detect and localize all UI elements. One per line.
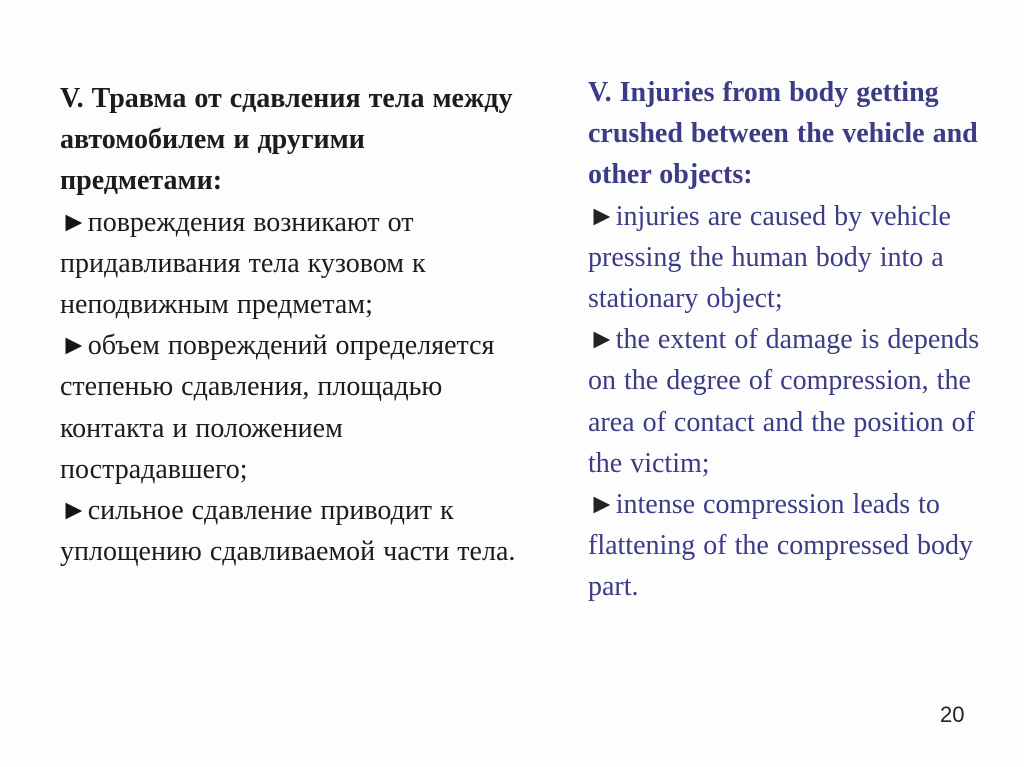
english-point-2 xyxy=(588,319,1008,484)
bullet-arrow-icon: ► xyxy=(60,495,88,527)
english-point-text: injuries are caused by vehicle pressing the human body into a stationary object; xyxy=(588,200,951,315)
english-point-3 xyxy=(588,484,1008,608)
english-heading: V. Injuries from body getting crushed between the vehicle and other objects: xyxy=(588,77,978,191)
bullet-arrow-icon: ► xyxy=(60,330,88,362)
page-number: 20 xyxy=(940,702,965,727)
bullet-arrow-icon: ► xyxy=(588,489,616,521)
bullet-arrow-icon: ► xyxy=(588,200,616,232)
english-column xyxy=(588,72,1008,608)
russian-point-text: сильное сдавление приводит к уплощению сдавливаемой части тела. xyxy=(60,495,516,568)
english-point-text: the extent of damage is depends on the degree of compression, the area of contact and the position of the victim; xyxy=(588,324,980,479)
bullet-arrow-icon: ► xyxy=(60,206,88,238)
russian-heading: V. Травма от сдавления тела между автомобилем и другими предметами: xyxy=(60,83,513,197)
english-point-1 xyxy=(588,196,1008,320)
russian-point-3 xyxy=(60,490,530,572)
russian-point-text: повреждения возникают от придавливания тела кузовом к неподвижным предметам; xyxy=(60,206,426,321)
russian-column xyxy=(60,78,530,572)
russian-point-2 xyxy=(60,325,530,490)
bullet-arrow-icon: ► xyxy=(588,324,616,356)
russian-point-1 xyxy=(60,202,530,326)
english-point-text: intense compression leads to flattening of the compressed body part. xyxy=(588,489,974,603)
russian-point-text: объем повреждений определяется степенью сдавления, площадью контакта и положением пострадавшего; xyxy=(60,330,495,485)
